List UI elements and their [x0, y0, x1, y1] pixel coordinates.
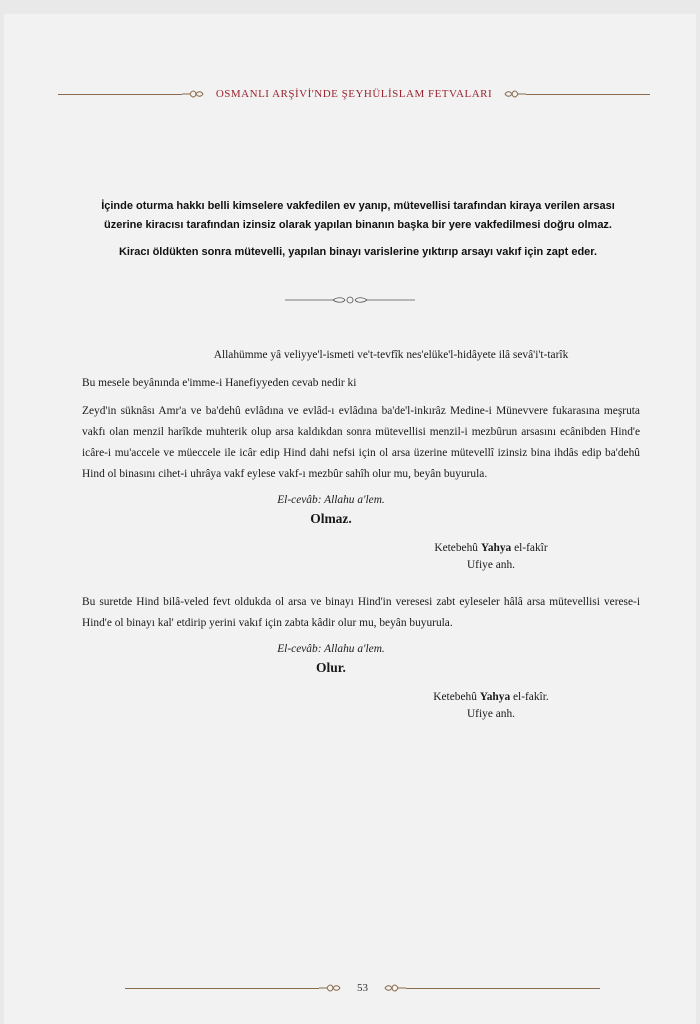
- signature-1-name: Yahya: [480, 542, 512, 554]
- answer-2-verdict: Olur.: [316, 660, 346, 675]
- running-footer: [125, 982, 600, 994]
- summary-line-2: Kiracı öldükten sonra mütevelli, yapılan binayı varislerine yıktırıp arsayı vakıf için zapt eder.: [118, 246, 598, 258]
- answer-2: [82, 641, 640, 679]
- signature-2-line2: Ufiye anh.: [466, 708, 516, 720]
- answer-2-label: El-cevâb: Allahu a'lem.: [277, 643, 385, 655]
- footer-right-rule: [384, 983, 600, 993]
- signature-1-prefix: Ketebehû: [434, 542, 481, 554]
- answer-1-verdict: Olmaz.: [310, 511, 352, 526]
- question-intro: Bu mesele beyânında e'imme-i Hanefiyyeden cevab nedir ki: [82, 377, 357, 389]
- signature-2: [342, 689, 640, 723]
- question-2: Bu suretde Hind bilâ-veled fevt oldukda ol arsa ve binayı Hind'in veresesi zabt eyleseler hâlâ arsa mütevellisi verese-i Hind'e ol binayı kal' etdirip yerini vakıf için zabta kâdir olur mu, beyân buyurula.: [82, 596, 640, 629]
- header-title: OSMANLI ARŞİVİ'NDE ŞEYHÜLİSLAM FETVALARI: [215, 88, 493, 100]
- fatwa-summary: [86, 197, 630, 270]
- question-1: Zeyd'in süknâsı Amr'a ve ba'dehû evlâdına ve evlâd-ı evlâdına ba'de'l-inkırâz Medine-i Münevvere fukarasına meşruta vakfı olan menzil harîkde muhterik olup arsa kaldıkdan sonra mütevellisi menzil-i mezbûrun arsasını ecânibden Hind'e icâre-i mu'accele ve müeccele ile icâr edip Hind dahi nefsi için ol arsa üzerine mütevellî izinsiz bina ihdâs edip ba'dehû Hind ol binasını cihet-i uhrâya vakf eylese vakf-ı mezbûr sahîh olur mu, beyân buyurula.: [82, 405, 640, 480]
- signature-1-suffix: el-fakîr: [511, 542, 548, 554]
- ornament-icon: [182, 89, 204, 99]
- ornament-icon: [384, 983, 406, 993]
- ornament-icon: [319, 983, 341, 993]
- summary-line-1: İçinde oturma hakkı belli kimselere vakfedilen ev yanıp, mütevellisi tarafından kiraya verilen arsası üzerine kiracısı tarafından izinsiz olarak yapılan binanın başka bir yere vakfedilmesi doğru olmaz.: [101, 200, 615, 231]
- answer-1: [82, 492, 640, 530]
- signature-2-suffix: el-fakîr.: [510, 691, 549, 703]
- signature-2-name: Yahya: [479, 691, 511, 703]
- divider-ornament-icon: [285, 295, 415, 305]
- signature-1-line2: Ufiye anh.: [466, 559, 516, 571]
- footer-left-rule: [125, 983, 341, 993]
- header-right-rule: [504, 89, 650, 99]
- page-number: 53: [357, 982, 368, 994]
- signature-1: [342, 540, 640, 574]
- running-header: [58, 88, 650, 100]
- answer-1-label: El-cevâb: Allahu a'lem.: [277, 494, 385, 506]
- signature-2-prefix: Ketebehû: [433, 691, 480, 703]
- ornament-icon: [504, 89, 526, 99]
- fatwa-body: [82, 345, 640, 741]
- header-left-rule: [58, 89, 204, 99]
- invocation: Allahümme yâ veliyye'l-ismeti ve't-tevfîk nes'elüke'l-hidâyete ilâ sevâ'i't-tarîk: [213, 349, 569, 361]
